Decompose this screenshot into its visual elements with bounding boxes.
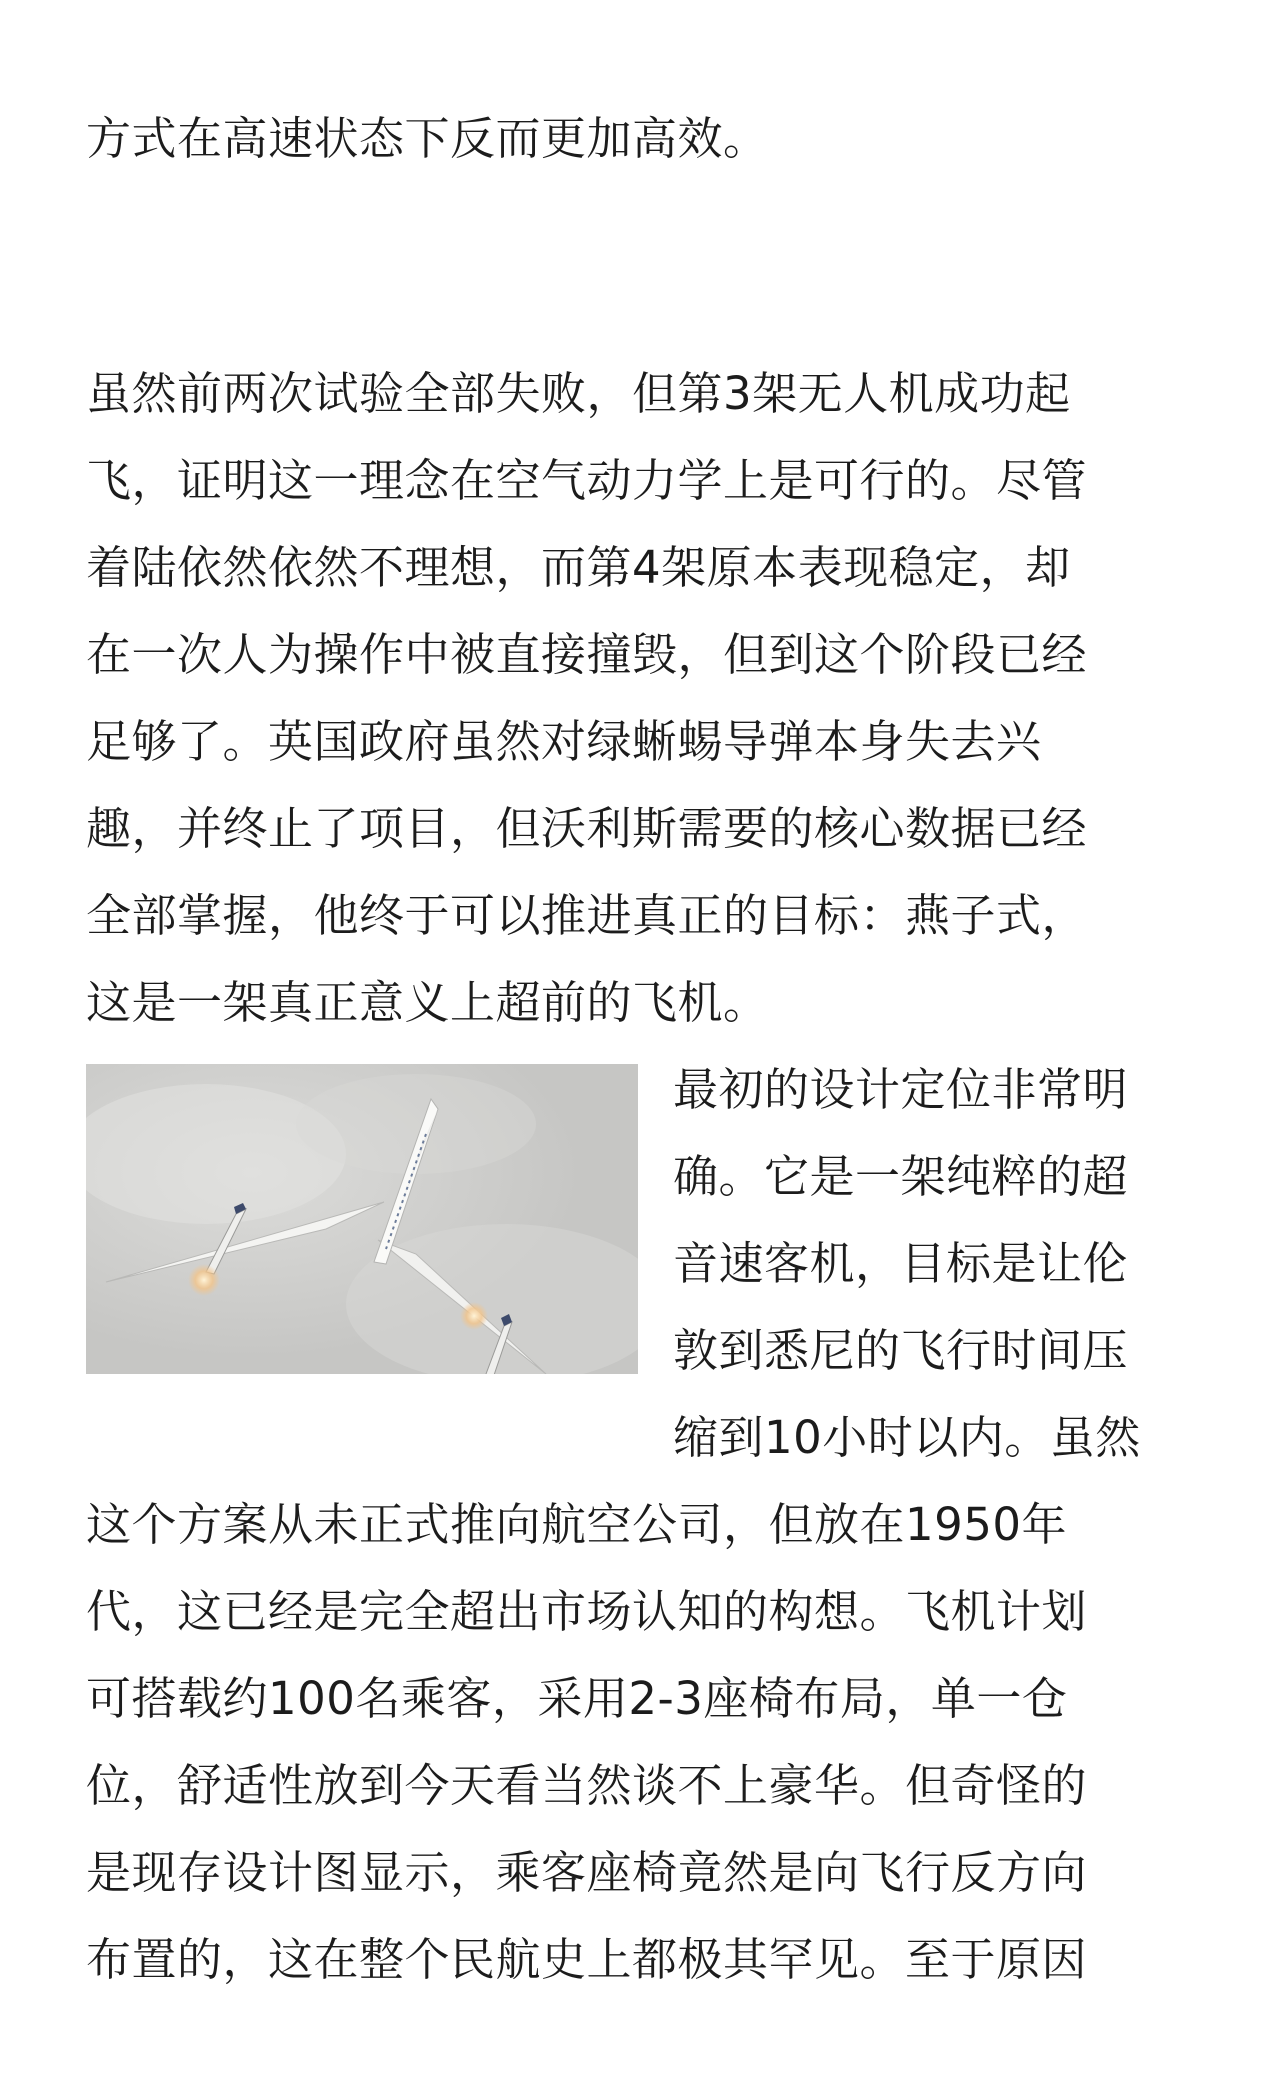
text-line: 音速客机，目标是让伦 [673, 1237, 1129, 1290]
text-line: 着陆依然依然不理想，而第4架原本表现稳定，却 [86, 541, 1071, 594]
text-line: 代，这已经是完全超出市场认知的构想。飞机计划 [86, 1585, 1088, 1638]
swallow-aircraft-image [86, 1064, 638, 1374]
paragraph-spacer [86, 182, 1194, 350]
text-line: 足够了。英国政府虽然对绿蜥蜴导弹本身失去兴 [86, 715, 1042, 768]
text-line: 方式在高速状态下反而更加高效。 [86, 112, 769, 165]
text-line: 敦到悉尼的飞行时间压 [673, 1324, 1129, 1377]
paragraph-1 [86, 95, 1194, 182]
text-line: 缩到10小时以内。虽然 [673, 1411, 1141, 1464]
text-line: 这是一架真正意义上超前的飞机。 [86, 976, 769, 1029]
text-line: 虽然前两次试验全部失败，但第3架无人机成功起 [86, 367, 1071, 420]
text-line: 飞，证明这一理念在空气动力学上是可行的。尽管 [86, 454, 1088, 507]
text-line: 趣，并终止了项目，但沃利斯需要的核心数据已经 [86, 802, 1088, 855]
text-line: 确。它是一架纯粹的超 [673, 1150, 1129, 1203]
text-line: 全部掌握，他终于可以推进真正的目标：燕子式， [86, 889, 1088, 942]
text-line: 布置的，这在整个民航史上都极其罕见。至于原因 [86, 1933, 1088, 1986]
text-line: 在一次人为操作中被直接撞毁，但到这个阶段已经 [86, 628, 1088, 681]
text-line: 可搭载约100名乘客，采用2-3座椅布局，单一仓 [86, 1672, 1068, 1725]
text-line: 最初的设计定位非常明 [673, 1063, 1129, 1116]
text-line: 是现存设计图显示，乘客座椅竟然是向飞行反方向 [86, 1846, 1088, 1899]
text-line: 这个方案从未正式推向航空公司，但放在1950年 [86, 1498, 1068, 1551]
article-body [86, 95, 1194, 2003]
paragraph-2 [86, 350, 1194, 1046]
text-line: 位，舒适性放到今天看当然谈不上豪华。但奇怪的 [86, 1759, 1088, 1812]
image-with-text [86, 1046, 1194, 1481]
paragraph-3-continued [86, 1481, 1194, 2003]
wrapped-text [673, 1046, 1194, 1481]
